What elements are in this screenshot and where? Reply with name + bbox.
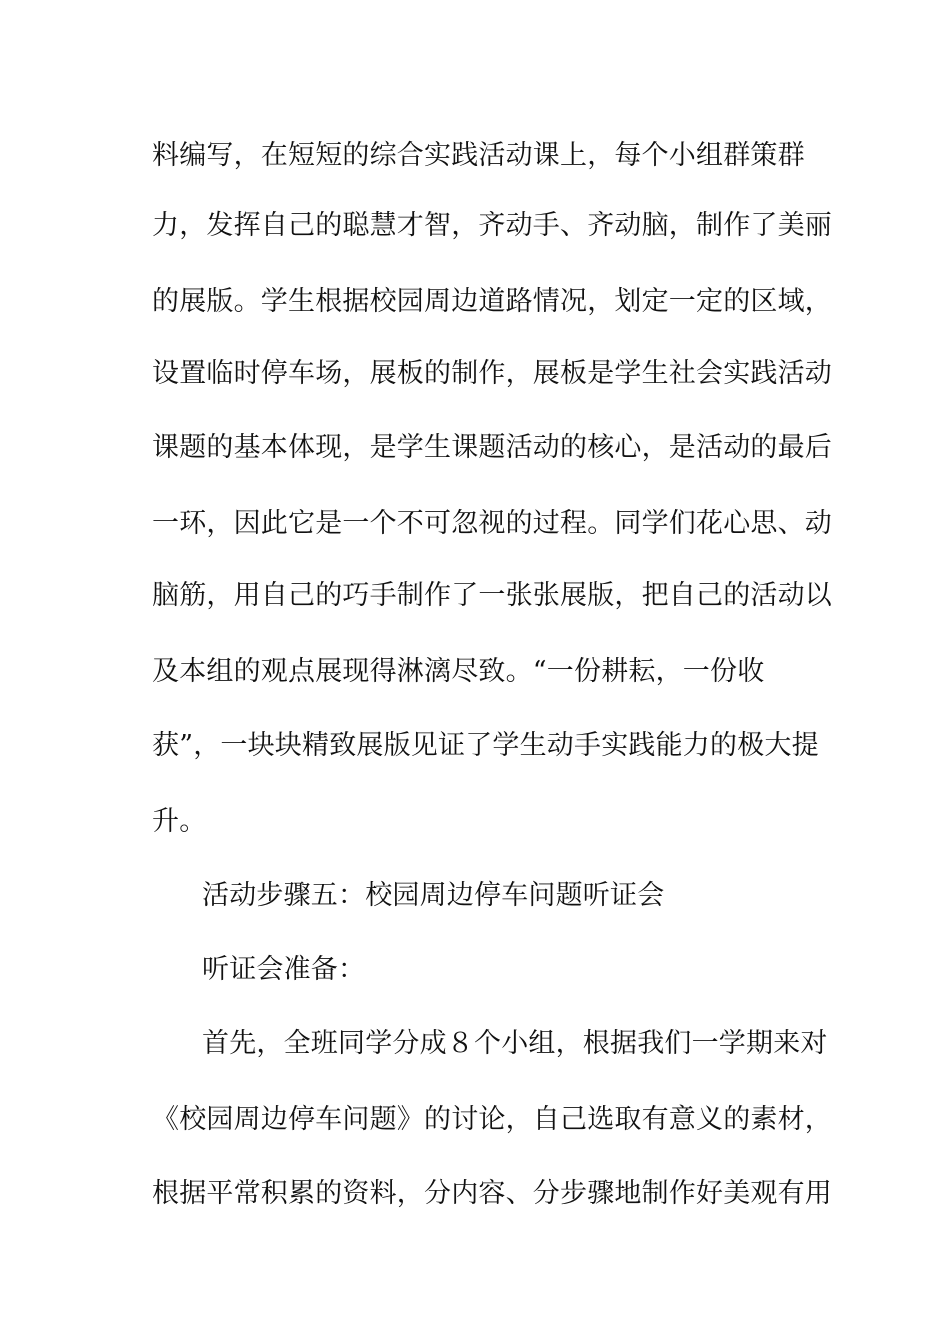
body-text-line: 升。 <box>152 806 207 837</box>
subheading: 听证会准备： <box>202 954 366 985</box>
body-text-line: 根据平常积累的资料，分内容、分步骤地制作好美观有用 <box>152 1178 832 1209</box>
body-text-line: 一环，因此它是一个不可忽视的过程。同学们花心思、动 <box>152 508 832 539</box>
body-text-line: 的展版。学生根据校园周边道路情况，划定一定的区域， <box>152 286 832 317</box>
body-text-line: 课题的基本体现，是学生课题活动的核心，是活动的最后 <box>152 432 832 463</box>
body-text-line: 获”，一块块精致展版见证了学生动手实践能力的极大提 <box>152 730 819 761</box>
body-text-line: 脑筋，用自己的巧手制作了一张张展版，把自己的活动以 <box>152 580 832 611</box>
body-text-line: 料编写，在短短的综合实践活动课上，每个小组群策群 <box>152 140 805 171</box>
paragraph-first-line: 首先，全班同学分成８个小组，根据我们一学期来对 <box>202 1028 828 1059</box>
body-text-line: 设置临时停车场，展板的制作，展板是学生社会实践活动 <box>152 358 832 389</box>
body-text-line: 力，发挥自己的聪慧才智，齐动手、齐动脑，制作了美丽 <box>152 210 832 241</box>
section-heading: 活动步骤五：校园周边停车问题听证会 <box>202 880 665 911</box>
body-text-line: 及本组的观点展现得淋漓尽致。“一份耕耘，一份收 <box>152 656 765 687</box>
body-text-line: 《校园周边停车问题》的讨论，自己选取有意义的素材， <box>152 1104 832 1135</box>
